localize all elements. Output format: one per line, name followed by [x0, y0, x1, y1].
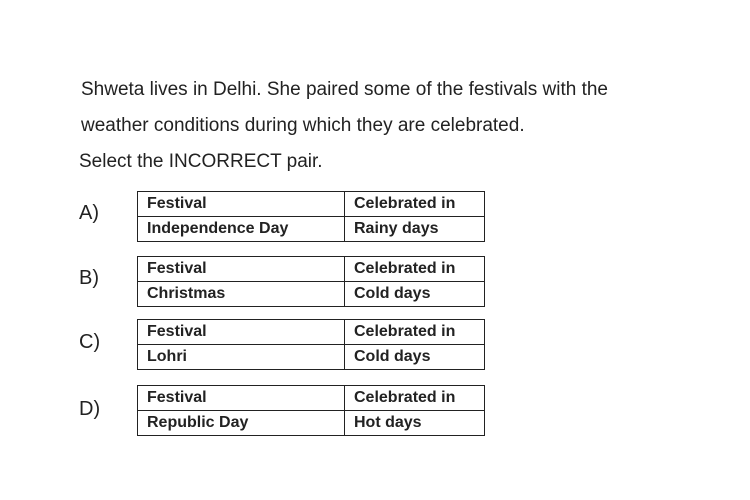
header-celebrated-in: Celebrated in	[345, 257, 485, 282]
header-festival: Festival	[138, 386, 345, 411]
table-header-row	[138, 386, 485, 411]
table-header-row	[138, 192, 485, 217]
header-celebrated-in: Celebrated in	[345, 386, 485, 411]
table-row	[138, 282, 485, 307]
table-header-row	[138, 320, 485, 345]
option-b-table[interactable]	[137, 256, 485, 307]
table-row	[138, 217, 485, 242]
weather-cell: Rainy days	[345, 217, 485, 242]
weather-cell: Cold days	[345, 282, 485, 307]
festival-cell: Lohri	[138, 345, 345, 370]
option-a-label[interactable]: A)	[79, 202, 99, 224]
table-row	[138, 345, 485, 370]
option-d-table[interactable]	[137, 385, 485, 436]
festival-cell: Republic Day	[138, 411, 345, 436]
header-festival: Festival	[138, 257, 345, 282]
weather-cell: Hot days	[345, 411, 485, 436]
question-instruction: Select the INCORRECT pair.	[79, 151, 323, 172]
header-festival: Festival	[138, 320, 345, 345]
table-header-row	[138, 257, 485, 282]
festival-cell: Independence Day	[138, 217, 345, 242]
question-line-1: Shweta lives in Delhi. She paired some of the festivals with the	[81, 79, 608, 100]
weather-cell: Cold days	[345, 345, 485, 370]
option-c-table[interactable]	[137, 319, 485, 370]
header-celebrated-in: Celebrated in	[345, 192, 485, 217]
table-row	[138, 411, 485, 436]
header-festival: Festival	[138, 192, 345, 217]
option-c-label[interactable]: C)	[79, 331, 101, 353]
option-d-label[interactable]: D)	[79, 398, 101, 420]
option-b-label[interactable]: B)	[79, 267, 99, 289]
option-a-table[interactable]	[137, 191, 485, 242]
header-celebrated-in: Celebrated in	[345, 320, 485, 345]
festival-cell: Christmas	[138, 282, 345, 307]
question-line-2: weather conditions during which they are celebrated.	[81, 115, 525, 136]
